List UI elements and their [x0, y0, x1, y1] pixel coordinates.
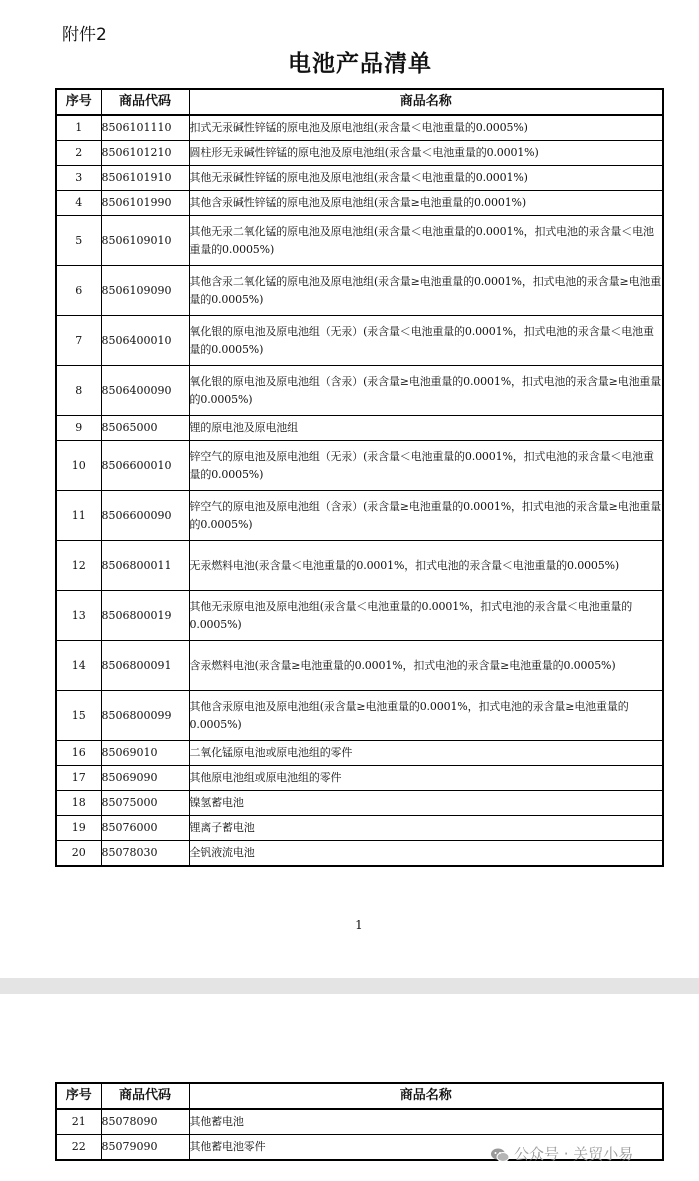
row-seq: 3	[56, 166, 101, 191]
row-code: 8506600090	[101, 491, 189, 541]
row-seq: 14	[56, 641, 101, 691]
row-seq: 7	[56, 316, 101, 366]
row-seq: 20	[56, 841, 101, 867]
row-seq: 5	[56, 216, 101, 266]
row-name: 全钒液流电池	[189, 841, 663, 867]
row-seq: 11	[56, 491, 101, 541]
table-row	[56, 115, 663, 141]
page-title: 电池产品清单	[288, 51, 432, 77]
row-name: 氧化银的原电池及原电池组（无汞）(汞含量＜电池重量的0.0001%，扣式电池的汞含量＜电池重量的0.0005%)	[189, 316, 663, 366]
row-name: 其他含汞二氧化锰的原电池及原电池组(汞含量≥电池重量的0.0001%，扣式电池的汞含量≥电池重量的0.0005%)	[189, 266, 663, 316]
row-name: 锌空气的原电池及原电池组（含汞）(汞含量≥电池重量的0.0001%，扣式电池的汞含量≥电池重量的0.0005%)	[189, 491, 663, 541]
table-row	[56, 841, 663, 867]
row-code: 8506101110	[101, 115, 189, 141]
table-row	[56, 791, 663, 816]
row-name: 其他蓄电池零件	[189, 1135, 663, 1161]
row-name: 含汞燃料电池(汞含量≥电池重量的0.0001%，扣式电池的汞含量≥电池重量的0.0005%)	[189, 641, 663, 691]
page-number: 1	[355, 918, 363, 932]
row-code: 8506400090	[101, 366, 189, 416]
table-row	[56, 141, 663, 166]
row-name: 其他原电池组或原电池组的零件	[189, 766, 663, 791]
row-seq: 6	[56, 266, 101, 316]
row-seq: 22	[56, 1135, 101, 1161]
row-name: 其他无汞原电池及原电池组(汞含量＜电池重量的0.0001%，扣式电池的汞含量＜电池重量的0.0005%)	[189, 591, 663, 641]
row-code: 85078090	[101, 1109, 189, 1135]
page-separator	[0, 978, 699, 994]
row-seq: 8	[56, 366, 101, 416]
header-name: 商品名称	[189, 89, 663, 115]
table-row	[56, 816, 663, 841]
row-name: 锂离子蓄电池	[189, 816, 663, 841]
row-code: 8506800099	[101, 691, 189, 741]
table-header-row	[56, 1083, 663, 1109]
table-row	[56, 441, 663, 491]
row-code: 85069010	[101, 741, 189, 766]
attachment-label: 附件2	[62, 25, 107, 45]
row-seq: 16	[56, 741, 101, 766]
row-code: 8506109010	[101, 216, 189, 266]
row-code: 8506101210	[101, 141, 189, 166]
row-code: 8506101910	[101, 166, 189, 191]
table-row	[56, 216, 663, 266]
table-row	[56, 641, 663, 691]
table-row	[56, 366, 663, 416]
row-name: 氧化银的原电池及原电池组（含汞）(汞含量≥电池重量的0.0001%，扣式电池的汞含量≥电池重量的0.0005%)	[189, 366, 663, 416]
row-name: 无汞燃料电池(汞含量＜电池重量的0.0001%，扣式电池的汞含量＜电池重量的0.0005%)	[189, 541, 663, 591]
table-row	[56, 166, 663, 191]
row-seq: 19	[56, 816, 101, 841]
table-row	[56, 316, 663, 366]
row-seq: 18	[56, 791, 101, 816]
wechat-icon	[490, 1147, 510, 1163]
row-code: 85065000	[101, 416, 189, 441]
table-header-row	[56, 89, 663, 115]
row-seq: 13	[56, 591, 101, 641]
row-name: 其他无汞碱性锌锰的原电池及原电池组(汞含量＜电池重量的0.0001%)	[189, 166, 663, 191]
row-name: 锂的原电池及原电池组	[189, 416, 663, 441]
table-row	[56, 591, 663, 641]
watermark	[490, 1143, 633, 1164]
watermark-text: 公众号 · 关贸小易	[514, 1145, 634, 1163]
row-code: 8506800019	[101, 591, 189, 641]
row-name: 其他无汞二氧化锰的原电池及原电池组(汞含量＜电池重量的0.0001%，扣式电池的汞含量＜电池重量的0.0005%)	[189, 216, 663, 266]
header-code: 商品代码	[101, 1083, 189, 1109]
row-seq: 17	[56, 766, 101, 791]
row-code: 8506109090	[101, 266, 189, 316]
header-name: 商品名称	[189, 1083, 663, 1109]
row-seq: 9	[56, 416, 101, 441]
row-name: 其他蓄电池	[189, 1109, 663, 1135]
table-row	[56, 1109, 663, 1135]
row-code: 8506800011	[101, 541, 189, 591]
row-name: 其他含汞原电池及原电池组(汞含量≥电池重量的0.0001%，扣式电池的汞含量≥电池重量的0.0005%)	[189, 691, 663, 741]
row-code: 85079090	[101, 1135, 189, 1161]
row-seq: 21	[56, 1109, 101, 1135]
table-row	[56, 741, 663, 766]
table-row	[56, 541, 663, 591]
row-name: 其他含汞碱性锌锰的原电池及原电池组(汞含量≥电池重量的0.0001%)	[189, 191, 663, 216]
row-code: 8506600010	[101, 441, 189, 491]
row-code: 8506101990	[101, 191, 189, 216]
row-name: 二氧化锰原电池或原电池组的零件	[189, 741, 663, 766]
row-name: 圆柱形无汞碱性锌锰的原电池及原电池组(汞含量＜电池重量的0.0001%)	[189, 141, 663, 166]
row-code: 85078030	[101, 841, 189, 867]
row-code: 8506800091	[101, 641, 189, 691]
row-seq: 15	[56, 691, 101, 741]
table-row	[56, 691, 663, 741]
table-row	[56, 266, 663, 316]
row-seq: 4	[56, 191, 101, 216]
table-row	[56, 766, 663, 791]
row-seq: 12	[56, 541, 101, 591]
row-name: 镍氢蓄电池	[189, 791, 663, 816]
row-code: 85069090	[101, 766, 189, 791]
table-row	[56, 491, 663, 541]
table-row	[56, 416, 663, 441]
row-seq: 2	[56, 141, 101, 166]
battery-product-table	[55, 88, 664, 867]
row-code: 85076000	[101, 816, 189, 841]
row-name: 扣式无汞碱性锌锰的原电池及原电池组(汞含量＜电池重量的0.0005%)	[189, 115, 663, 141]
row-code: 85075000	[101, 791, 189, 816]
row-seq: 1	[56, 115, 101, 141]
row-name: 锌空气的原电池及原电池组（无汞）(汞含量＜电池重量的0.0001%，扣式电池的汞含量＜电池重量的0.0005%)	[189, 441, 663, 491]
header-seq: 序号	[56, 89, 101, 115]
header-seq: 序号	[56, 1083, 101, 1109]
header-code: 商品代码	[101, 89, 189, 115]
row-seq: 10	[56, 441, 101, 491]
table-row	[56, 191, 663, 216]
row-code: 8506400010	[101, 316, 189, 366]
